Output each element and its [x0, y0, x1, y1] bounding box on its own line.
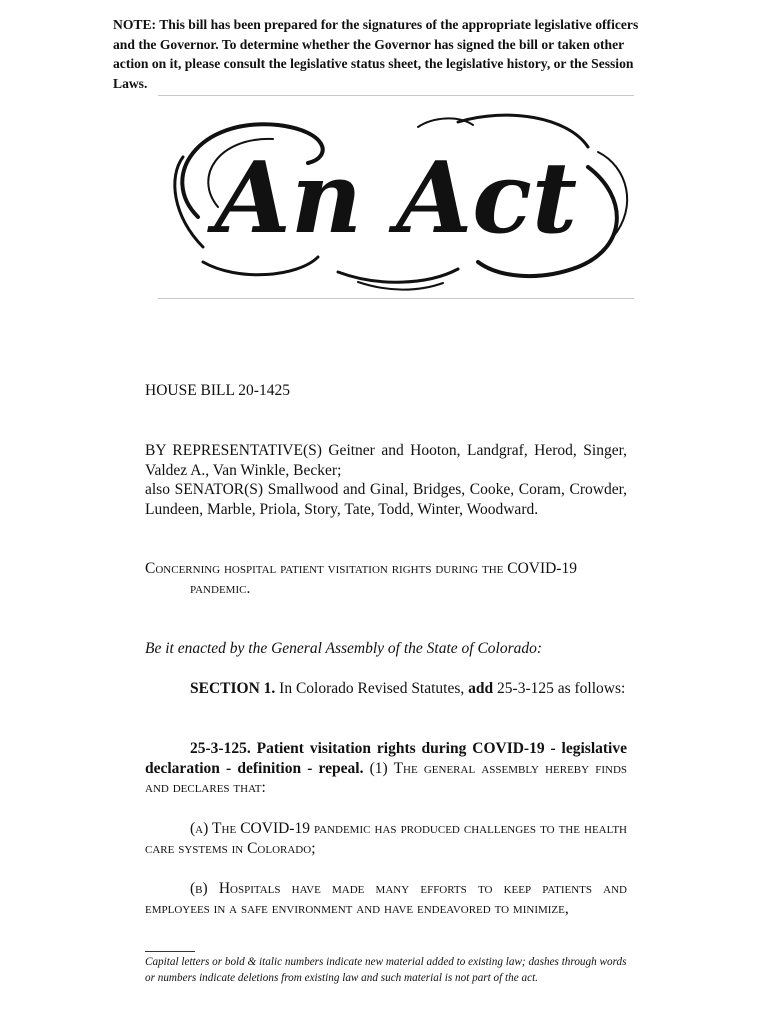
paragraph-b: (b) Hospitals have made many efforts to keep patients and employees in a safe environment and have endeavored to minimize,	[145, 880, 627, 917]
section-1-text-after: 25-3-125 as follows:	[493, 680, 626, 697]
concerning-clause	[145, 559, 627, 598]
statute-heading-paragraph	[145, 739, 627, 798]
an-act-flourish-graphic	[158, 97, 634, 297]
bill-number: HOUSE BILL 20-1425	[145, 382, 290, 399]
subsection-1-text: (1) The general assembly hereby finds and declares that:	[145, 759, 627, 796]
senators-line: also SENATOR(S) Smallwood and Ginal, Bridges, Cooke, Coram, Crowder, Lundeen, Marble, Priola, Story, Tate, Todd, Winter, Woodward.	[145, 481, 627, 518]
section-1	[145, 679, 627, 699]
section-1-label: SECTION 1.	[190, 680, 276, 697]
statute-heading: 25-3-125. Patient visitation rights during COVID-19 - legislative declaration - definition - repeal.	[145, 740, 627, 777]
enacting-clause: Be it enacted by the General Assembly of the State of Colorado:	[145, 640, 543, 657]
section-1-add: add	[468, 680, 494, 697]
concerning-second-line: pandemic.	[190, 579, 251, 597]
banner-top-rule	[158, 95, 634, 96]
concerning-first-line: Concerning hospital patient visitation rights during the COVID-19	[145, 560, 577, 577]
representatives-line: BY REPRESENTATIVE(S) Geitner and Hooton, Landgraf, Herod, Singer, Valdez A., Van Winkle, Becker;	[145, 442, 627, 479]
signature-note: NOTE: This bill has been prepared for the signatures of the appropriate legislative officers and the Governor. To determine whether the Governor has signed the bill or taken other action on it, please consult the legislative status sheet, the legislative history, or the Session Laws.	[113, 17, 639, 91]
an-act-banner	[158, 97, 634, 297]
footnote-rule	[145, 951, 195, 952]
sponsors-block	[145, 441, 627, 519]
paragraph-a: (a) The COVID-19 pandemic has produced challenges to the health care systems in Colorado;	[145, 820, 627, 857]
banner-bottom-rule	[158, 298, 634, 299]
banner-title: An Act	[214, 141, 578, 256]
footnote: Capital letters or bold & italic numbers indicate new material added to existing law; dashes through words or numbers indicate deletions from existing law and such material is not part of the act.	[145, 956, 627, 984]
section-1-text-before: In Colorado Revised Statutes,	[275, 680, 469, 697]
